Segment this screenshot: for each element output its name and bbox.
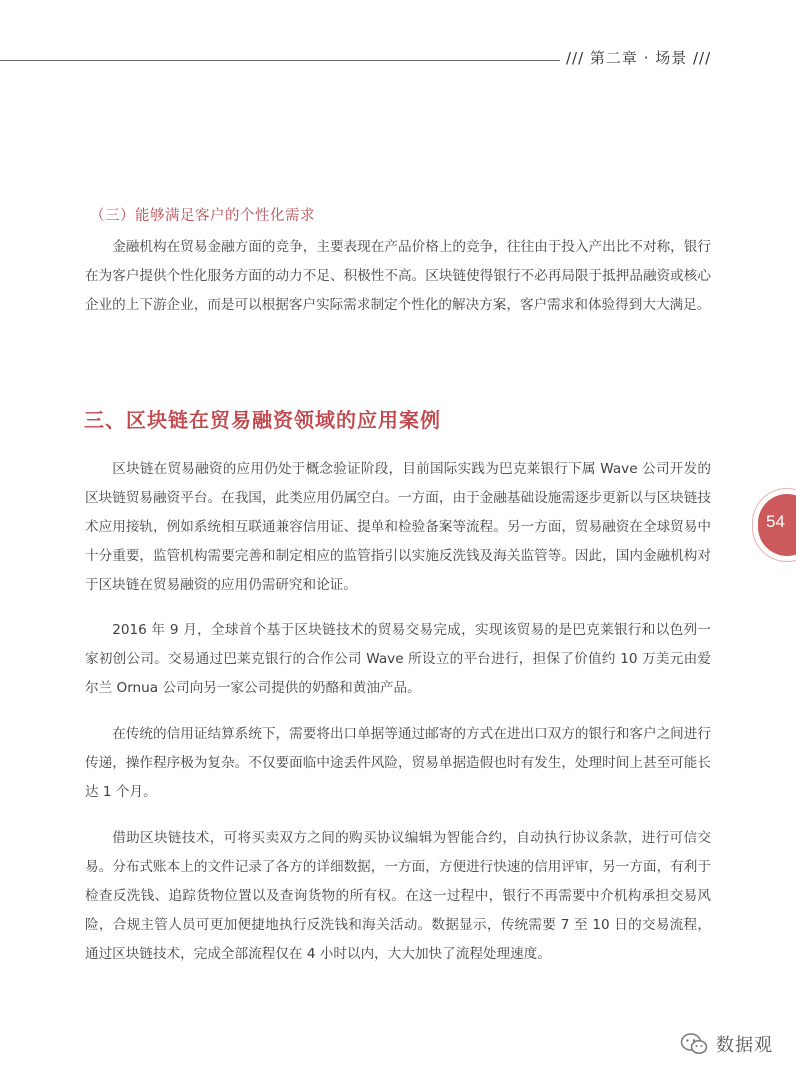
subsection-heading: （三）能够满足客户的个性化需求 [90,208,315,224]
watermark-text: 数据观 [716,1035,773,1056]
page-number: 54 [766,512,785,531]
watermark [680,1030,773,1058]
section-paragraph-4: 借助区块链技术，可将买卖双方之间的购买协议编辑为智能合约，自动执行协议条款，进行可信交易。分布式账本上的文件记录了各方的详细数据，一方面，方便进行快速的信用评审，另一方面，有利于检查反洗钱、追踪货物位置以及查询货物的所有权。在这一过程中，银行不再需要中介机构承担交易风险，合规主管人员可更加便捷地执行反洗钱和海关活动。数据显示，传统需要 7 至 10 日的交易流程，通过区块链技术，完成全部流程仅在 4 小时以内，大大加快了流程处理速度。 [85,830,711,962]
section-heading: 三、区块链在贸易融资领域的应用案例 [84,408,441,432]
header-rule [0,60,560,61]
chapter-header: /// 第二章 · 场景 /// [566,49,712,67]
section-paragraph-1: 区块链在贸易融资的应用仍处于概念验证阶段，目前国际实践为巴克莱银行下属 Wave 公司开发的区块链贸易融资平台。在我国，此类应用仍属空白。一方面，由于金融基础设施需逐步更新以与区块链技术应用接轨，例如系统相互联通兼容信用证、提单和检验备案等流程。另一方面，贸易融资在全球贸易中十分重要，监管机构需要完善和制定相应的监管指引以实施反洗钱及海关监管等。因此，国内金融机构对于区块链在贸易融资的应用仍需研究和论证。 [85,461,711,593]
subsection-paragraph: 金融机构在贸易金融方面的竞争，主要表现在产品价格上的竞争，往往由于投入产出比不对称，银行在为客户提供个性化服务方面的动力不足、积极性不高。区块链使得银行不必再局限于抵押品融资或核心企业的上下游企业，而是可以根据客户实际需求制定个性化的解决方案，客户需求和体验得到大大满足。 [85,239,711,313]
section-paragraph-2: 2016 年 9 月，全球首个基于区块链技术的贸易交易完成，实现该贸易的是巴克莱银行和以色列一家初创公司。交易通过巴莱克银行的合作公司 Wave 所设立的平台进行，担保了价值约 10 万美元由爱尔兰 Ornua 公司向另一家公司提供的奶酪和黄油产品。 [85,622,711,696]
wechat-icon [680,1032,708,1056]
section-paragraph-3: 在传统的信用证结算系统下，需要将出口单据等通过邮寄的方式在进出口双方的银行和客户之间进行传递，操作程序极为复杂。不仅要面临中途丢件风险，贸易单据造假也时有发生，处理时间上甚至可能长达 1 个月。 [85,726,711,800]
